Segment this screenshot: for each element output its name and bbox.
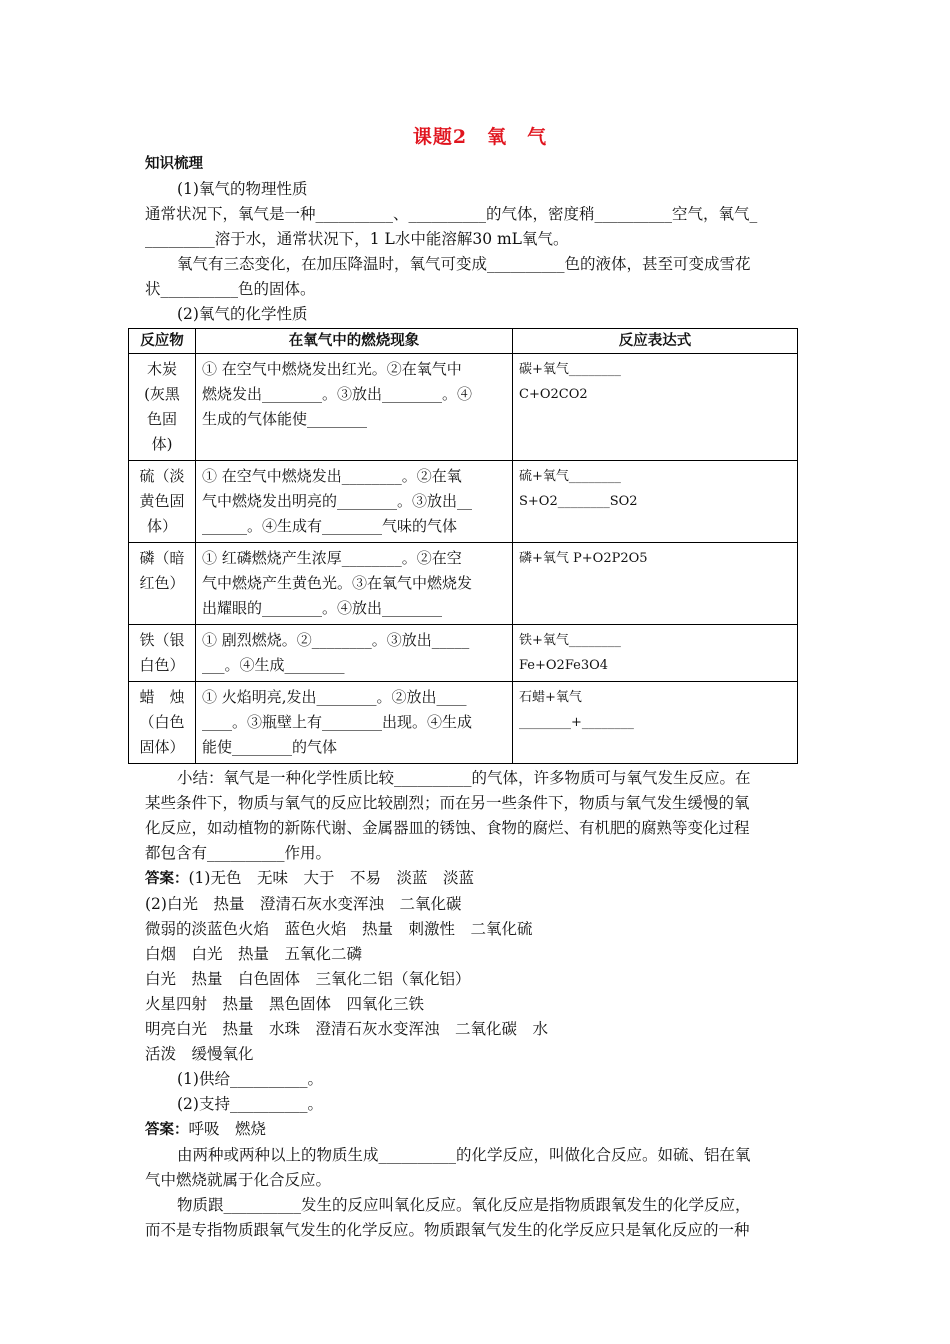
expression-cell bbox=[513, 682, 798, 764]
physical-line-1: 通常状况下，氧气是一种__________、__________的气体，密度稍__________空气，氧气_ bbox=[145, 205, 758, 223]
expression-text: 石蜡+氧气 bbox=[519, 690, 582, 705]
answer-block-1 bbox=[145, 866, 815, 892]
expression-text: 铁+氧气________ bbox=[519, 633, 621, 648]
physical-line-3: 氧气有三态变化，在加压降温时，氧气可变成__________色的液体，甚至可变成雪花 bbox=[177, 255, 751, 273]
chemical-heading: (2)氧气的化学性质 bbox=[177, 305, 308, 323]
header-phenomenon: 在氧气中的燃烧现象 bbox=[196, 329, 513, 354]
summary-line-1: 小结：氧气是一种化学性质比较__________的气体，许多物质可与氧气发生反应。在 bbox=[177, 769, 751, 787]
combination-line-1: 由两种或两种以上的物质生成__________的化学反应，叫做化合反应。如硫、铝在氧 bbox=[177, 1146, 751, 1164]
physical-line-2: _________溶于水，通常状况下，1 L水中能溶解30 mL氧气。 bbox=[145, 230, 569, 248]
table-row-candle bbox=[129, 682, 798, 764]
reactant-cell bbox=[129, 461, 196, 543]
expression-cell bbox=[513, 625, 798, 682]
reactant-text: 黄色固 bbox=[139, 492, 185, 510]
phenomenon-cell bbox=[196, 625, 513, 682]
phenomenon-cell bbox=[196, 354, 513, 461]
answer-line-2: (2)白光 热量 澄清石灰水变浑浊 二氧化碳 bbox=[145, 895, 462, 913]
summary-line-4: 都包含有__________作用。 bbox=[145, 844, 332, 862]
phenomenon-cell bbox=[196, 543, 513, 625]
answer-line-7: 明亮白光 热量 水珠 澄清石灰水变浑浊 二氧化碳 水 bbox=[145, 1020, 549, 1038]
phenomenon-text: ① 火焰明亮,发出________。②放出____ bbox=[202, 688, 467, 706]
physical-heading: (1)氧气的物理性质 bbox=[177, 180, 308, 198]
reactant-cell bbox=[129, 682, 196, 764]
expression-text: 磷+氧气 P+O2P2O5 bbox=[519, 551, 648, 566]
reactant-text: （白色 bbox=[139, 713, 185, 731]
document-page bbox=[139, 122, 815, 1243]
oxidation-line-2: 而不是专指物质跟氧气发生的化学反应。物质跟氧气发生的化学反应只是氧化反应的一种 bbox=[145, 1221, 750, 1239]
phenomenon-text: ___。④生成________ bbox=[202, 656, 345, 674]
expression-text: ________+________ bbox=[519, 715, 634, 730]
reactant-text: 红色） bbox=[139, 574, 185, 592]
answer-text: 呼吸 燃烧 bbox=[188, 1120, 267, 1138]
phenomenon-text: ① 在空气中燃烧发出________。②在氧 bbox=[202, 467, 462, 485]
physical-line-4: 状__________色的固体。 bbox=[145, 280, 316, 298]
summary-line-3: 化反应，如动植物的新陈代谢、金属器皿的锈蚀、食物的腐烂、有机肥的腐熟等变化过程 bbox=[145, 819, 750, 837]
reaction-table bbox=[128, 328, 798, 764]
combination-line-2: 气中燃烧就属于化合反应。 bbox=[145, 1171, 332, 1189]
expression-text: 碳+氧气________ bbox=[519, 362, 621, 377]
phenomenon-text: 出耀眼的________。④放出________ bbox=[202, 599, 443, 617]
reactant-text: (灰黑 bbox=[144, 385, 180, 403]
table-row-charcoal bbox=[129, 354, 798, 461]
phenomenon-text: ① 红磷燃烧产生浓厚________。②在空 bbox=[202, 549, 462, 567]
table-row-phosphorus bbox=[129, 543, 798, 625]
reactant-text: 固体） bbox=[139, 738, 185, 756]
uses-line-1: (1)供给__________。 bbox=[177, 1070, 323, 1088]
expression-cell bbox=[513, 543, 798, 625]
phenomenon-text: ______。④生成有________气味的气体 bbox=[202, 517, 458, 535]
uses-line-2: (2)支持__________。 bbox=[177, 1095, 323, 1113]
reactant-cell bbox=[129, 354, 196, 461]
phenomenon-text: 能使________的气体 bbox=[202, 738, 338, 756]
table-row-iron bbox=[129, 625, 798, 682]
table-row-sulfur bbox=[129, 461, 798, 543]
phenomenon-text: 气中燃烧发出明亮的________。③放出__ bbox=[202, 492, 473, 510]
reactant-text: 蜡 烛 bbox=[139, 688, 185, 706]
answer-label: 答案： bbox=[145, 1122, 189, 1138]
lesson-title: 课题2 氧 气 bbox=[412, 126, 548, 148]
phenomenon-text: ① 在空气中燃烧发出红光。②在氧气中 bbox=[202, 360, 462, 378]
expression-cell bbox=[513, 461, 798, 543]
phenomenon-text: ① 剧烈燃烧。②________。③放出_____ bbox=[202, 631, 470, 649]
answer-line-8: 活泼 缓慢氧化 bbox=[145, 1045, 254, 1063]
expression-text: Fe+O2Fe3O4 bbox=[519, 658, 609, 673]
header-reactant: 反应物 bbox=[129, 329, 196, 354]
reactant-text: 铁（银 bbox=[139, 631, 185, 649]
phenomenon-text: 燃烧发出________。③放出________。④ bbox=[202, 385, 473, 403]
answer-text: (1)无色 无味 大于 不易 淡蓝 淡蓝 bbox=[188, 869, 474, 887]
reactant-text: 木炭 bbox=[146, 360, 177, 378]
answer-line-4: 白烟 白光 热量 五氧化二磷 bbox=[145, 945, 363, 963]
phenomenon-text: 生成的气体能使________ bbox=[202, 410, 368, 428]
reactant-cell bbox=[129, 625, 196, 682]
reactant-text: 白色） bbox=[139, 656, 185, 674]
reactant-text: 磷（暗 bbox=[139, 549, 185, 567]
section-heading: 知识梳理 bbox=[145, 156, 203, 172]
phenomenon-text: 气中燃烧产生黄色光。③在氧气中燃烧发 bbox=[202, 574, 473, 592]
phenomenon-cell bbox=[196, 682, 513, 764]
expression-cell bbox=[513, 354, 798, 461]
reactant-text: 体） bbox=[146, 517, 177, 535]
reactant-text: 体) bbox=[151, 435, 173, 453]
reactant-cell bbox=[129, 543, 196, 625]
oxidation-line-1: 物质跟__________发生的反应叫氧化反应。氧化反应是指物质跟氧发生的化学反应， bbox=[177, 1196, 751, 1214]
table-header-row bbox=[129, 329, 798, 354]
reactant-text: 硫（淡 bbox=[139, 467, 185, 485]
answer-line-5: 白光 热量 白色固体 三氧化二铝（氧化铝） bbox=[145, 970, 471, 988]
summary-line-2: 某些条件下，物质与氧气的反应比较剧烈；而在另一些条件下，物质与氧气发生缓慢的氧 bbox=[145, 794, 750, 812]
answer-line-3: 微弱的淡蓝色火焰 蓝色火焰 热量 刺激性 二氧化硫 bbox=[145, 920, 533, 938]
expression-text: C+O2CO2 bbox=[519, 387, 588, 402]
answer-line-6: 火星四射 热量 黑色固体 四氧化三铁 bbox=[145, 995, 425, 1013]
expression-text: 硫+氧气________ bbox=[519, 469, 621, 484]
phenomenon-cell bbox=[196, 461, 513, 543]
answer-label: 答案： bbox=[145, 871, 189, 887]
answer-block-2 bbox=[145, 1117, 815, 1143]
phenomenon-text: ____。③瓶壁上有________出现。④生成 bbox=[202, 713, 473, 731]
header-expression: 反应表达式 bbox=[513, 329, 798, 354]
expression-text: S+O2________SO2 bbox=[519, 494, 638, 509]
reactant-text: 色固 bbox=[146, 410, 177, 428]
